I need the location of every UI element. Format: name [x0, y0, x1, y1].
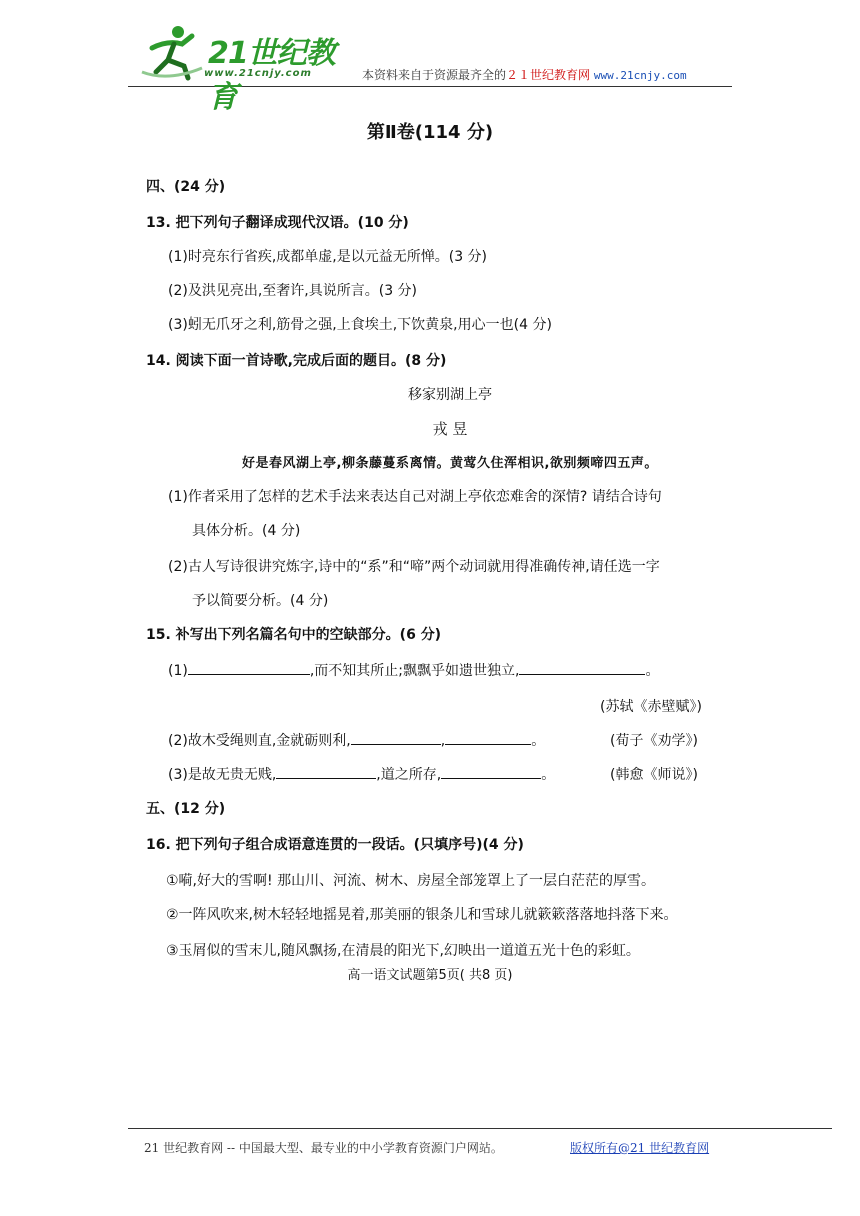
footer-text: 21 世纪教育网 -- 中国最大型、最专业的中小学教育资源门户网站。: [144, 1141, 503, 1155]
header-url-link[interactable]: www.21cnjy.com: [593, 69, 687, 82]
site-logo[interactable]: [138, 22, 338, 115]
q15-stem: 15. 补写出下列名篇名句中的空缺部分。(6 分): [146, 627, 442, 643]
q15-3-text: (3)是故无贵无贱,: [168, 767, 277, 783]
q14-stem: 14. 阅读下面一首诗歌,完成后面的题目。(8 分): [146, 353, 447, 369]
poem-text: 好是春风湖上亭,柳条藤蔓系离情。黄莺久住浑相识,欲别频啼四五声。: [242, 456, 658, 471]
running-figure-icon: [138, 22, 208, 82]
q15-1-source: (苏轼《赤壁赋》): [600, 699, 702, 715]
q16-sentence-1: ①嗬,好大的雪啊! 那山川、河流、树木、房屋全部笼罩上了一层白茫茫的厚雪。: [166, 873, 656, 889]
answer-blank[interactable]: [351, 732, 441, 745]
q16-sentence-3: ③玉屑似的雪末儿,随风飘扬,在清晨的阳光下,幻映出一道道五光十色的彩虹。: [166, 943, 640, 959]
q15-1-middle: ,而不知其所止;飘飘乎如遗世独立,: [309, 663, 520, 679]
page-footer: [128, 1128, 832, 1155]
q15-line-3: [168, 764, 555, 784]
q15-line-2: [168, 730, 545, 750]
logo-url: www.21cnjy.com: [204, 68, 312, 79]
q15-3-end: 。: [541, 767, 556, 783]
section-4-heading: 四、(24 分): [146, 179, 226, 195]
q15-1-label: (1): [168, 663, 188, 679]
q15-line-1: [168, 660, 659, 680]
logo-text: 21世纪教育: [208, 36, 335, 115]
q15-2-comma: ,: [440, 733, 446, 749]
section-title: 第Ⅱ卷(114 分): [366, 122, 494, 143]
page-header: [128, 18, 732, 115]
answer-blank[interactable]: [188, 662, 310, 675]
q16-stem: 16. 把下列句子组合成语意连贯的一段话。(只填序号)(4 分): [146, 837, 524, 853]
q14-sub1-line1: (1)作者采用了怎样的艺术手法来表达自己对湖上亭依恋难舍的深情? 请结合诗句: [168, 489, 662, 505]
q14-sub1-line2: 具体分析。(4 分): [192, 523, 301, 539]
answer-blank[interactable]: [519, 662, 645, 675]
q13-sentence-1: (1)时亮东行省疾,成都单虚,是以元益无所惮。(3 分): [168, 249, 488, 265]
header-note-prefix: 本资料来自于资源最齐全的: [362, 68, 507, 82]
q13-stem: 13. 把下列句子翻译成现代汉语。(10 分): [146, 215, 409, 231]
q15-2-text: (2)故木受绳则直,金就砺则利,: [168, 733, 351, 749]
exam-page-footer: 高一语文试题第5页( 共8 页): [347, 968, 513, 983]
poem-title: 移家别湖上亭: [408, 387, 492, 403]
q14-sub2-line1: (2)古人写诗很讲究炼字,诗中的“系”和“啼”两个动词就用得准确传神,请任选一字: [168, 559, 660, 575]
q15-1-end: 。: [645, 663, 660, 679]
q15-2-end: 。: [531, 733, 546, 749]
section-5-heading: 五、(12 分): [146, 801, 226, 817]
poem-author: 戎 昱: [432, 420, 468, 438]
q15-3-source: (韩愈《师说》): [610, 767, 698, 783]
q15-2-source: (荀子《劝学》): [610, 733, 698, 749]
copyright-link[interactable]: 版权所有@21 世纪教育网: [570, 1141, 710, 1155]
q16-sentence-2: ②一阵风吹来,树木轻轻地摇晃着,那美丽的银条儿和雪球儿就簌簌落落地抖落下来。: [166, 907, 678, 923]
q14-sub2-line2: 予以简要分析。(4 分): [192, 593, 329, 609]
answer-blank[interactable]: [445, 732, 531, 745]
header-note: [362, 66, 687, 83]
q15-3-middle: ,道之所存,: [376, 767, 442, 783]
q13-sentence-3: (3)蚓无爪牙之利,筋骨之强,上食埃土,下饮黄泉,用心一也(4 分): [168, 317, 552, 333]
answer-blank[interactable]: [276, 766, 376, 779]
header-site-link[interactable]: ２１世纪教育网: [506, 68, 591, 82]
q13-sentence-2: (2)及洪见亮出,至奢许,具说所言。(3 分): [168, 283, 418, 299]
answer-blank[interactable]: [441, 766, 541, 779]
